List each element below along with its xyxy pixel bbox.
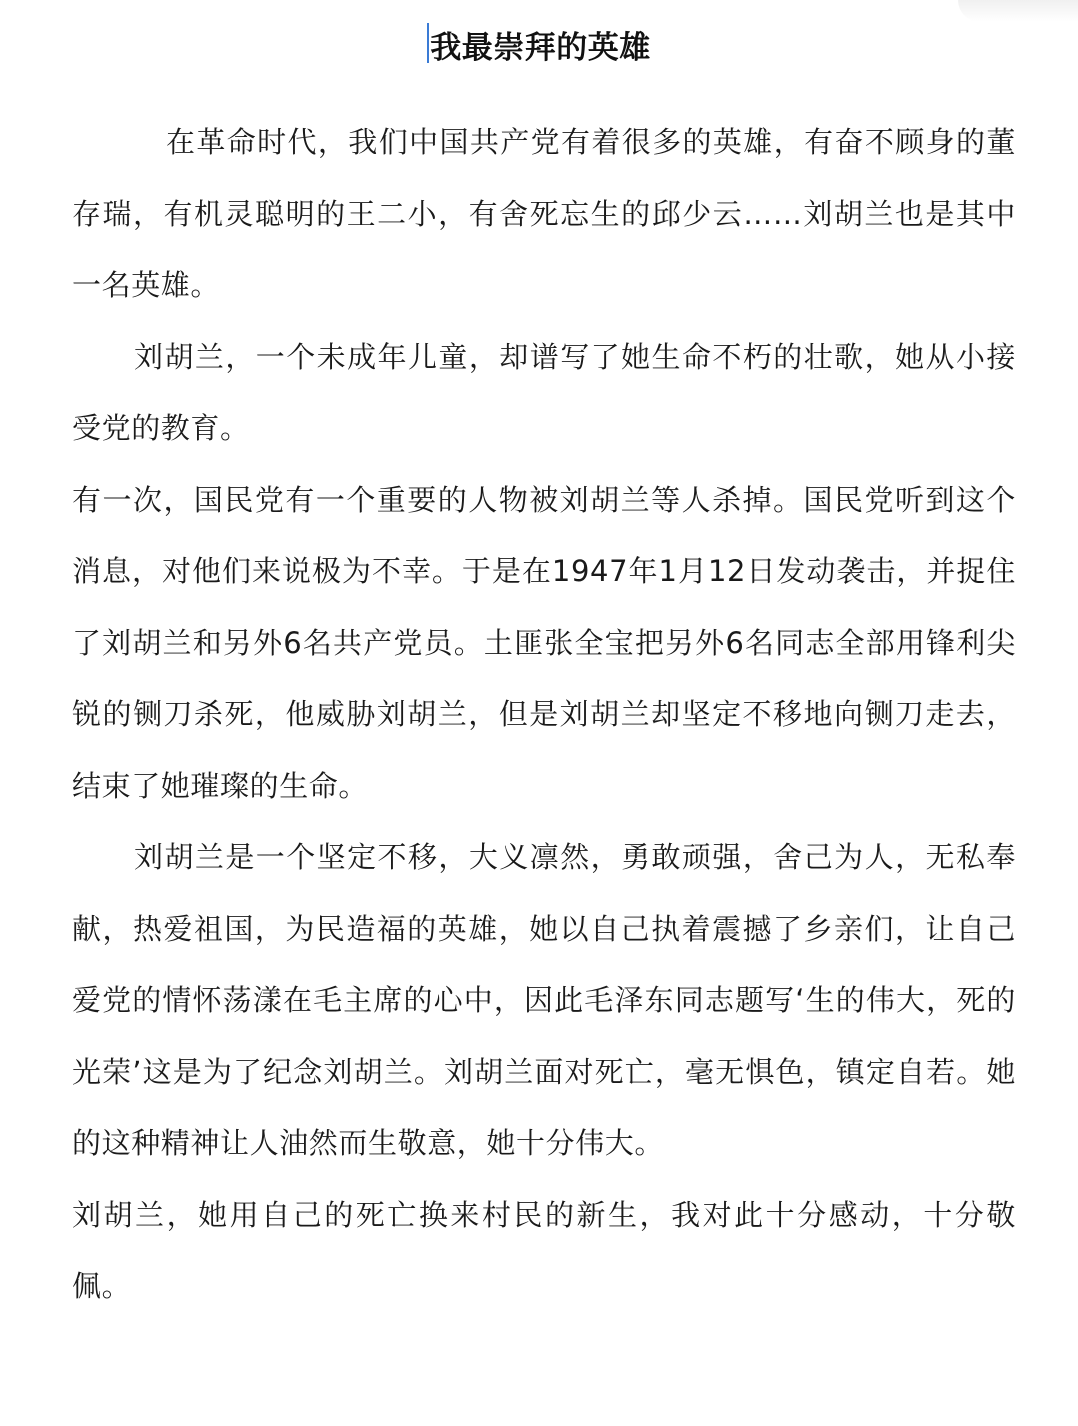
document-title[interactable]: 我最崇拜的英雄 [430, 30, 651, 66]
text-cursor [427, 23, 429, 63]
paragraph-5[interactable]: 刘胡兰，她用自己的死亡换来村民的新生，我对此十分感动，十分敬佩。 [72, 1197, 1016, 1303]
paragraph-4[interactable]: 刘胡兰是一个坚定不移，大义凛然，勇敢顽强，舍己为人，无私奉献，热爱祖国，为民造福的英雄，她以自己执着震撼了乡亲们，让自己爱党的情怀荡漾在毛主席的心中，因此毛泽东同志题写‘生的伟大，死的光荣’这是为了纪念刘胡兰。刘胡兰面对死亡，毫无惧色，镇定自若。她的这种精神让人油然而生敬意，她十分伟大。 [72, 840, 1016, 1160]
page-corner-shadow [958, 0, 1078, 22]
title-row [0, 22, 1078, 70]
paragraph-2[interactable]: 刘胡兰，一个未成年儿童，却谱写了她生命不朽的壮歌，她从小接受党的教育。 [72, 339, 1016, 445]
paragraph-3[interactable]: 有一次，国民党有一个重要的人物被刘胡兰等人杀掉。国民党听到这个消息，对他们来说极为不幸。于是在1947年1月12日发动袭击，并捉住了刘胡兰和另外6名共产党员。土匪张全宝把另外6名同志全部用锋利尖锐的铡刀杀死，他威胁刘胡兰，但是刘胡兰却坚定不移地向铡刀走去，结束了她璀璨的生命。 [72, 482, 1016, 803]
paragraph-1[interactable]: 在革命时代，我们中国共产党有着很多的英雄，有奋不顾身的董存瑞，有机灵聪明的王二小，有舍死忘生的邱少云……刘胡兰也是其中一名英雄。 [72, 125, 1016, 302]
document-body[interactable] [72, 107, 1016, 1323]
